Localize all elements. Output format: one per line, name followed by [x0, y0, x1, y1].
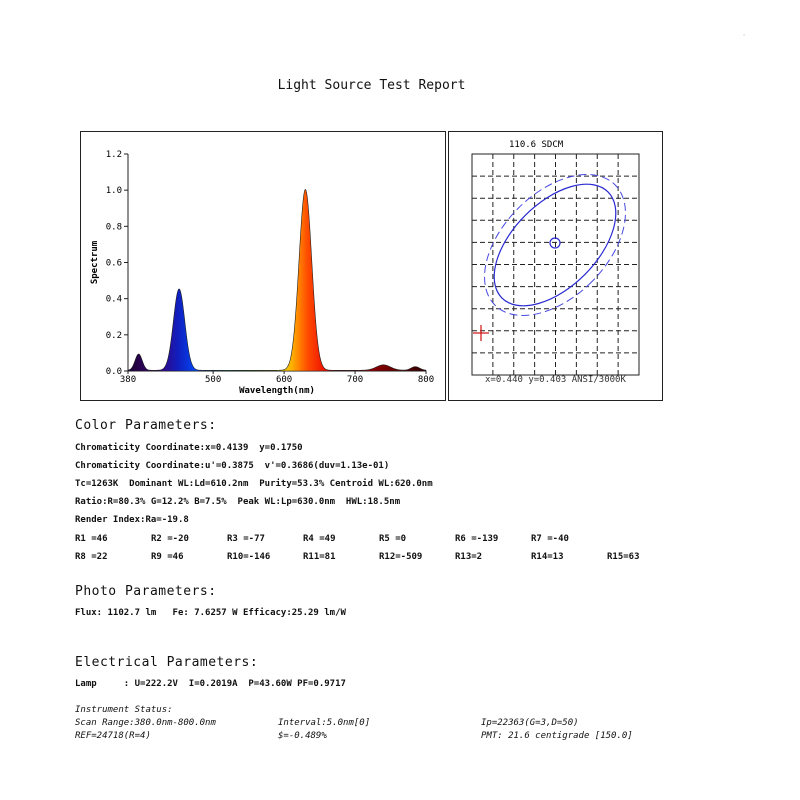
- render-value: R7 =-40: [531, 534, 569, 544]
- render-index-line: Render Index:Ra=-19.8: [75, 515, 189, 525]
- render-value: R4 =49: [303, 534, 336, 544]
- render-value: R11=81: [303, 552, 336, 562]
- pmt-value: PMT: 21.6 centigrade [150.0]: [481, 731, 633, 741]
- photo-parameters-heading: Photo Parameters:: [75, 584, 217, 599]
- chromaticity-tolerance-panel: [448, 131, 663, 401]
- chromaticity-uv: Chromaticity Coordinate:u'=0.3875 v'=0.3686(duv=1.13e-01): [75, 461, 390, 471]
- corner-mark: ,: [742, 30, 746, 37]
- ip-value: Ip=22363(G=3,D=50): [481, 718, 579, 728]
- render-value: R14=13: [531, 552, 564, 562]
- render-value: R3 =-77: [227, 534, 265, 544]
- cie-footer: x=0.440 y=0.403 ANSI/3000K: [485, 375, 626, 385]
- electrical-parameters-heading: Electrical Parameters:: [75, 655, 259, 670]
- y-tick-label: 0.8: [105, 222, 122, 233]
- spectrum-curve: [128, 189, 426, 371]
- sdcm-label: 110.6 SDCM: [509, 140, 564, 150]
- y-axis-label: Spectrum: [90, 240, 100, 285]
- render-value: R10=-146: [227, 552, 271, 562]
- interval: Interval:5.0nm[0]: [278, 718, 371, 728]
- x-tick-label: 380: [119, 375, 137, 385]
- render-value: R13=2: [455, 552, 483, 562]
- delta-value: $=-0.489%: [278, 731, 327, 741]
- render-value: R9 =46: [151, 552, 184, 562]
- x-tick-label: 600: [275, 375, 293, 385]
- x-tick-label: 800: [417, 375, 435, 385]
- x-tick-label: 700: [346, 375, 364, 385]
- render-value: R1 =46: [75, 534, 108, 544]
- y-tick-label: 0.4: [105, 294, 122, 305]
- render-value: R5 =0: [379, 534, 407, 544]
- color-temperature-line: Tc=1263K Dominant WL:Ld=610.2nm Purity=53.3% Centroid WL:620.0nm: [75, 479, 433, 489]
- y-tick-label: 1.0: [105, 186, 122, 197]
- y-tick-label: 0.6: [105, 258, 122, 269]
- ref-value: REF=24718(R=4): [75, 731, 151, 741]
- y-tick-label: 0.0: [105, 367, 122, 377]
- chromaticity-tolerance-plot: [449, 132, 662, 400]
- x-axis-label: Wavelength(nm): [239, 386, 315, 396]
- render-value: R2 =-20: [151, 534, 189, 544]
- chromaticity-xy: Chromaticity Coordinate:x=0.4139 y=0.1750: [75, 443, 303, 453]
- spectrum-chart-panel: [80, 131, 446, 401]
- lamp-line: Lamp : U=222.2V I=0.2019A P=43.60W PF=0.9717: [75, 679, 346, 689]
- y-tick-label: 1.2: [105, 150, 122, 160]
- render-value: R12=-509: [379, 552, 423, 562]
- render-value: R8 =22: [75, 552, 108, 562]
- measured-point-marker: [473, 325, 489, 341]
- instrument-status-heading: Instrument Status:: [75, 705, 173, 715]
- y-tick-label: 0.2: [105, 330, 122, 341]
- report-title: Light Source Test Report: [277, 78, 466, 93]
- color-parameters-heading: Color Parameters:: [75, 418, 217, 433]
- x-tick-label: 500: [205, 375, 222, 385]
- spectrum-chart: [81, 132, 445, 400]
- render-value: R6 =-139: [455, 534, 499, 544]
- tolerance-grid: [472, 154, 639, 375]
- scan-range: Scan Range:380.0nm-800.0nm: [75, 718, 216, 728]
- render-value: R15=63: [607, 552, 640, 562]
- ratio-line: Ratio:R=80.3% G=12.2% B=7.5% Peak WL:Lp=630.0nm HWL:18.5nm: [75, 497, 401, 507]
- flux-line: Flux: 1102.7 lm Fe: 7.6257 W Efficacy:25.29 lm/W: [75, 608, 346, 618]
